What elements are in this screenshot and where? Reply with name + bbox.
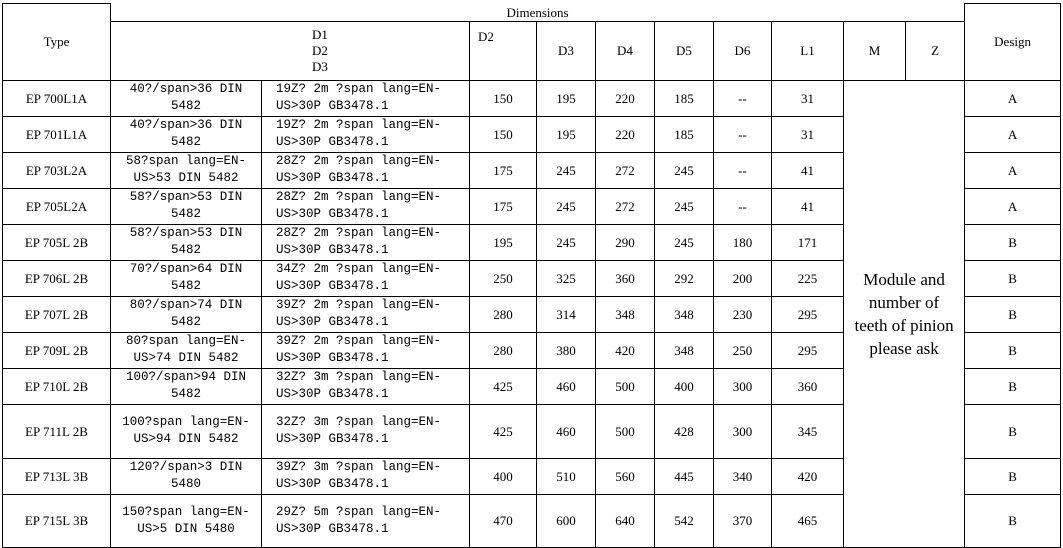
cell-d2: 150 [470, 80, 537, 116]
cell-l1: 295 [772, 332, 844, 368]
cell-d2: 250 [470, 260, 537, 296]
cell-d6: 180 [714, 224, 772, 260]
cell-d3: 460 [537, 368, 596, 404]
header-type: Type [3, 4, 111, 81]
cell-type: EP 707L 2B [3, 296, 111, 332]
cell-design: A [965, 152, 1061, 188]
header-design: Design [965, 4, 1061, 81]
header-row-dimensions [3, 4, 1061, 22]
cell-design: B [965, 494, 1061, 547]
cell-d5: 400 [655, 368, 714, 404]
cell-d2: 425 [470, 404, 537, 458]
cell-d2-spec: 32Z? 3m ?span lang=EN-US>30P GB3478.1 [262, 368, 470, 404]
cell-d6: -- [714, 80, 772, 116]
cell-d1: 80?/span>74 DIN 5482 [111, 296, 262, 332]
cell-d2-spec: 39Z? 2m ?span lang=EN-US>30P GB3478.1 [262, 296, 470, 332]
cell-d3: 380 [537, 332, 596, 368]
cell-d4: 640 [596, 494, 655, 547]
cell-d4: 290 [596, 224, 655, 260]
cell-d2-spec: 19Z? 2m ?span lang=EN-US>30P GB3478.1 [262, 116, 470, 152]
cell-d4: 272 [596, 188, 655, 224]
header-d2: D2 [470, 21, 537, 80]
cell-d6: -- [714, 152, 772, 188]
header-m: M [844, 21, 906, 80]
cell-d2-spec: 19Z? 2m ?span lang=EN-US>30P GB3478.1 [262, 80, 470, 116]
cell-d2: 150 [470, 116, 537, 152]
cell-d6: 300 [714, 368, 772, 404]
header-d3: D3 [537, 21, 596, 80]
header-d2-sub: D2 [312, 42, 328, 58]
cell-d3: 600 [537, 494, 596, 547]
cell-d2-spec: 39Z? 2m ?span lang=EN-US>30P GB3478.1 [262, 332, 470, 368]
header-d3-sub: D3 [312, 58, 328, 74]
cell-l1: 41 [772, 152, 844, 188]
cell-d2: 425 [470, 368, 537, 404]
cell-type: EP 705L 2B [3, 224, 111, 260]
cell-d4: 420 [596, 332, 655, 368]
cell-d4: 220 [596, 80, 655, 116]
header-d5: D5 [655, 21, 714, 80]
cell-d2-spec: 28Z? 2m ?span lang=EN-US>30P GB3478.1 [262, 188, 470, 224]
cell-design: A [965, 80, 1061, 116]
cell-d1: 70?/span>64 DIN 5482 [111, 260, 262, 296]
pinion-note: Module and number of teeth of pinion please ask [844, 80, 965, 547]
cell-d5: 445 [655, 458, 714, 494]
cell-design: B [965, 368, 1061, 404]
cell-d3: 195 [537, 80, 596, 116]
cell-d6: 300 [714, 404, 772, 458]
cell-type: EP 713L 3B [3, 458, 111, 494]
cell-d2: 175 [470, 152, 537, 188]
cell-d3: 195 [537, 116, 596, 152]
header-d1d2d3 [111, 21, 470, 80]
cell-d1: 80?span lang=EN-US>74 DIN 5482 [111, 332, 262, 368]
cell-d4: 348 [596, 296, 655, 332]
cell-d1: 58?/span>53 DIN 5482 [111, 224, 262, 260]
cell-type: EP 700L1A [3, 80, 111, 116]
cell-d2: 195 [470, 224, 537, 260]
cell-d2-spec: 39Z? 3m ?span lang=EN-US>30P GB3478.1 [262, 458, 470, 494]
cell-d6: 370 [714, 494, 772, 547]
header-dimensions: Dimensions [111, 4, 965, 22]
cell-d2: 280 [470, 332, 537, 368]
cell-design: B [965, 458, 1061, 494]
cell-d3: 245 [537, 188, 596, 224]
cell-design: B [965, 224, 1061, 260]
header-d1: D1 [312, 26, 328, 42]
cell-l1: 345 [772, 404, 844, 458]
cell-d4: 500 [596, 404, 655, 458]
cell-d2-spec: 28Z? 2m ?span lang=EN-US>30P GB3478.1 [262, 152, 470, 188]
cell-d3: 314 [537, 296, 596, 332]
cell-d6: -- [714, 116, 772, 152]
cell-d1: 100?/span>94 DIN 5482 [111, 368, 262, 404]
cell-d1: 150?span lang=EN-US>5 DIN 5480 [111, 494, 262, 547]
cell-d2-spec: 32Z? 3m ?span lang=EN-US>30P GB3478.1 [262, 404, 470, 458]
cell-d3: 245 [537, 152, 596, 188]
cell-d5: 348 [655, 296, 714, 332]
cell-d6: 340 [714, 458, 772, 494]
cell-d2-spec: 28Z? 2m ?span lang=EN-US>30P GB3478.1 [262, 224, 470, 260]
cell-d5: 185 [655, 80, 714, 116]
cell-type: EP 701L1A [3, 116, 111, 152]
cell-l1: 295 [772, 296, 844, 332]
cell-d6: 250 [714, 332, 772, 368]
cell-d2: 175 [470, 188, 537, 224]
cell-d3: 245 [537, 224, 596, 260]
cell-d4: 360 [596, 260, 655, 296]
cell-l1: 225 [772, 260, 844, 296]
dimensions-table [2, 3, 1061, 548]
cell-d6: 200 [714, 260, 772, 296]
cell-d4: 560 [596, 458, 655, 494]
cell-l1: 31 [772, 116, 844, 152]
cell-d3: 325 [537, 260, 596, 296]
cell-design: B [965, 332, 1061, 368]
cell-type: EP 703L2A [3, 152, 111, 188]
cell-d5: 245 [655, 152, 714, 188]
cell-l1: 420 [772, 458, 844, 494]
cell-design: B [965, 296, 1061, 332]
cell-d5: 245 [655, 188, 714, 224]
cell-d2: 470 [470, 494, 537, 547]
header-z: Z [906, 21, 965, 80]
cell-d2-spec: 34Z? 2m ?span lang=EN-US>30P GB3478.1 [262, 260, 470, 296]
cell-d6: -- [714, 188, 772, 224]
cell-type: EP 710L 2B [3, 368, 111, 404]
cell-d1: 40?/span>36 DIN 5482 [111, 116, 262, 152]
cell-design: B [965, 260, 1061, 296]
cell-d5: 185 [655, 116, 714, 152]
cell-d6: 230 [714, 296, 772, 332]
cell-design: B [965, 404, 1061, 458]
table-row [3, 80, 1061, 116]
cell-l1: 41 [772, 188, 844, 224]
cell-d1: 40?/span>36 DIN 5482 [111, 80, 262, 116]
cell-type: EP 711L 2B [3, 404, 111, 458]
header-d4: D4 [596, 21, 655, 80]
cell-d1: 100?span lang=EN-US>94 DIN 5482 [111, 404, 262, 458]
cell-d2-spec: 29Z? 5m ?span lang=EN-US>30P GB3478.1 [262, 494, 470, 547]
cell-d4: 500 [596, 368, 655, 404]
cell-d1: 120?/span>3 DIN 5480 [111, 458, 262, 494]
cell-d2: 280 [470, 296, 537, 332]
cell-l1: 465 [772, 494, 844, 547]
cell-d4: 220 [596, 116, 655, 152]
cell-type: EP 705L2A [3, 188, 111, 224]
cell-d1: 58?/span>53 DIN 5482 [111, 188, 262, 224]
cell-design: A [965, 188, 1061, 224]
header-row-columns [3, 21, 1061, 80]
cell-d2: 400 [470, 458, 537, 494]
cell-d5: 245 [655, 224, 714, 260]
cell-d5: 292 [655, 260, 714, 296]
cell-d5: 348 [655, 332, 714, 368]
table-body [3, 80, 1061, 547]
cell-design: A [965, 116, 1061, 152]
cell-d3: 510 [537, 458, 596, 494]
cell-l1: 31 [772, 80, 844, 116]
cell-type: EP 715L 3B [3, 494, 111, 547]
header-d6: D6 [714, 21, 772, 80]
header-l1: L1 [772, 21, 844, 80]
cell-d4: 272 [596, 152, 655, 188]
cell-type: EP 709L 2B [3, 332, 111, 368]
cell-l1: 171 [772, 224, 844, 260]
cell-d5: 542 [655, 494, 714, 547]
cell-type: EP 706L 2B [3, 260, 111, 296]
cell-d5: 428 [655, 404, 714, 458]
cell-d3: 460 [537, 404, 596, 458]
cell-l1: 360 [772, 368, 844, 404]
cell-d1: 58?span lang=EN-US>53 DIN 5482 [111, 152, 262, 188]
